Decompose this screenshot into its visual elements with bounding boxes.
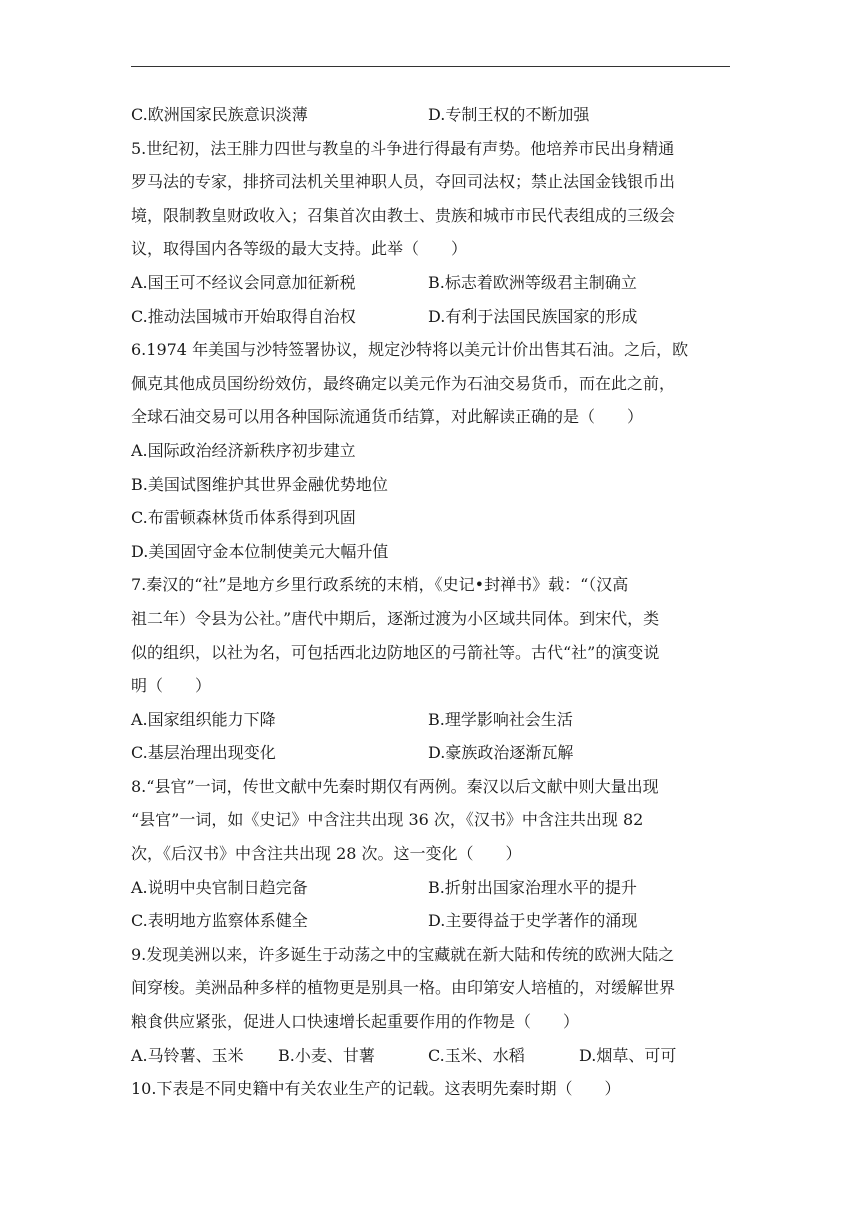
q7-options-cd bbox=[131, 736, 731, 770]
q8-stem-line: 8.“县官”一词，传世文献中先秦时期仅有两例。秦汉以后文献中则大量出现 bbox=[131, 776, 659, 796]
q7-option-a[interactable]: A.国家组织能力下降 bbox=[131, 709, 276, 729]
q8-option-a[interactable]: A.说明中央官制日趋完备 bbox=[131, 877, 308, 897]
q7-stem-line: 似的组织，以社为名，可包括西北边防地区的弓箭社等。古代“社”的演变说 bbox=[131, 642, 660, 662]
q10-stem-line: 10.下表是不同史籍中有关农业生产的记载。这表明先秦时期（ ） bbox=[131, 1079, 621, 1099]
q6-option-b[interactable]: B.美国试图维护其世界金融优势地位 bbox=[131, 474, 388, 494]
q5-option-b[interactable]: B.标志着欧洲等级君主制确立 bbox=[428, 272, 637, 292]
q9-option-d[interactable]: D.烟草、可可 bbox=[579, 1045, 677, 1065]
q9-option-c[interactable]: C.玉米、水稻 bbox=[428, 1045, 525, 1065]
q8-option-d[interactable]: D.主要得益于史学著作的涌现 bbox=[428, 911, 638, 931]
q7-stem-line: 7.秦汉的“社”是地方乡里行政系统的末梢，《史记•封禅书》载：“（汉高 bbox=[131, 575, 629, 595]
q5-stem-line: 罗马法的专家，排挤司法机关里神职人员，夺回司法权；禁止法国金钱银币出 bbox=[131, 172, 676, 192]
q5-option-c[interactable]: C.推动法国城市开始取得自治权 bbox=[131, 306, 356, 326]
q6-stem-line: 佩克其他成员国纷纷效仿，最终确定以美元作为石油交易货币，而在此之前， bbox=[131, 373, 676, 393]
q4-option-d[interactable]: D.专制王权的不断加强 bbox=[428, 105, 590, 124]
q7-options-ab bbox=[131, 703, 731, 737]
q7-option-b[interactable]: B.理学影响社会生活 bbox=[428, 709, 573, 729]
q7-option-c[interactable]: C.基层治理出现变化 bbox=[131, 743, 276, 763]
q8-options-cd bbox=[131, 904, 731, 938]
q7-option-d[interactable]: D.豪族政治逐渐瓦解 bbox=[428, 743, 574, 763]
q6-stem-line: 6.1974 年美国与沙特签署协议，规定沙特将以美元计价出售其石油。之后，欧 bbox=[131, 340, 689, 360]
q5-stem-line: 5.世纪初，法王腓力四世与教皇的斗争进行得最有声势。他培养市民出身精通 bbox=[131, 138, 675, 158]
q7-stem-line: 祖二年）令县为公社。”唐代中期后，逐渐过渡为小区域共同体。到宋代，类 bbox=[131, 608, 660, 628]
q6-option-a[interactable]: A.国际政治经济新秩序初步建立 bbox=[131, 440, 356, 460]
q8-option-c[interactable]: C.表明地方监察体系健全 bbox=[131, 911, 308, 931]
q8-options-ab bbox=[131, 871, 731, 905]
question-content bbox=[131, 98, 731, 1106]
q5-stem-line: 境，限制教皇财政收入；召集首次由教士、贵族和城市市民代表组成的三级会 bbox=[131, 205, 676, 225]
q9-stem-line: 间穿梭。美洲品种多样的植物更是别具一格。由印第安人培植的，对缓解世界 bbox=[131, 978, 676, 998]
q5-option-a[interactable]: A.国王可不经议会同意加征新税 bbox=[131, 272, 356, 292]
q6-option-c[interactable]: C.布雷顿森林货币体系得到巩固 bbox=[131, 508, 356, 528]
header-rule bbox=[131, 66, 730, 67]
q5-option-d[interactable]: D.有利于法国民族国家的形成 bbox=[428, 306, 638, 326]
q6-option-d[interactable]: D.美国固守金本位制使美元大幅升值 bbox=[131, 541, 389, 561]
q5-options-cd bbox=[131, 300, 731, 334]
q7-stem-line: 明（ ） bbox=[131, 676, 212, 696]
q5-options-ab bbox=[131, 266, 731, 300]
q8-stem-line: 次，《后汉书》中含注共出现 28 次。这一变化（ ） bbox=[131, 844, 522, 864]
q8-stem-line: “县官”一词，如《史记》中含注共出现 36 次，《汉书》中含注共出现 82 bbox=[131, 810, 644, 830]
q8-option-b[interactable]: B.折射出国家治理水平的提升 bbox=[428, 877, 637, 897]
q9-stem-line: 粮食供应紧张，促进人口快速增长起重要作用的作物是（ ） bbox=[131, 1012, 580, 1032]
q6-stem-line: 全球石油交易可以用各种国际流通货币结算，对此解读正确的是（ ） bbox=[131, 407, 644, 427]
q9-option-b[interactable]: B.小麦、甘薯 bbox=[278, 1045, 375, 1065]
q9-stem-line: 9.发现美洲以来，许多诞生于动荡之中的宝藏就在新大陆和传统的欧洲大陆之 bbox=[131, 944, 675, 964]
q4-option-c[interactable]: C.欧洲国家民族意识淡薄 bbox=[131, 105, 308, 124]
q9-options bbox=[131, 1039, 731, 1073]
q9-option-a[interactable]: A.马铃薯、玉米 bbox=[131, 1045, 244, 1065]
q4-options-cd bbox=[131, 98, 731, 132]
q5-stem-line: 议，取得国内各等级的最大支持。此举（ ） bbox=[131, 239, 468, 259]
